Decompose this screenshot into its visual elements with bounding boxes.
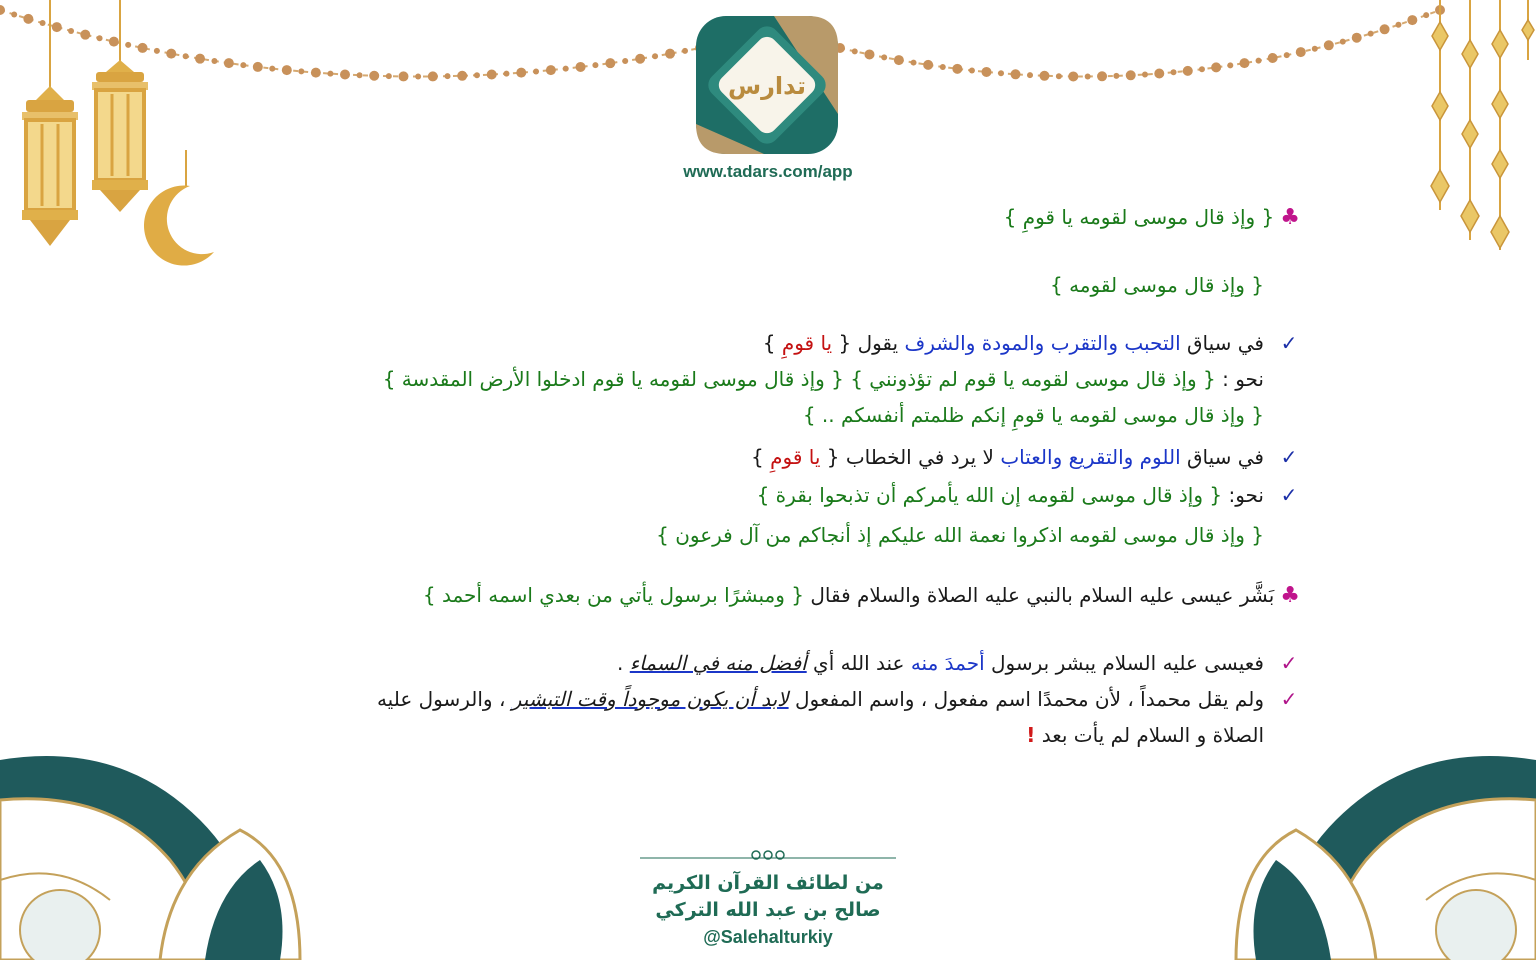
bead — [253, 62, 263, 72]
bead — [195, 54, 205, 64]
bead — [240, 62, 246, 68]
bead — [1312, 46, 1318, 52]
footer-divider-ornament — [640, 848, 896, 862]
section2-title: ♣بَشَّر عيسى عليه السلام بالنبي عليه الصلاة والسلام فقال { ومبشرًا برسول يأتي من بعدي اسمه أحمد } — [422, 583, 1300, 608]
list-item: ✓فعيسى عليه السلام يبشر برسول أحمدَ منه عند الله أي أفضل منه في السماء . — [617, 646, 1300, 680]
bead — [1423, 12, 1429, 18]
section1-subtitle: { وإذ قال موسى لقومه } — [1050, 273, 1264, 297]
tadars-logo — [694, 14, 840, 156]
bead — [1056, 73, 1062, 79]
bead-garland-right — [840, 10, 1440, 76]
bead — [1039, 71, 1049, 81]
list-item-continuation: { وإذ قال موسى لقومه يا قومِ إنكم ظلمتم أنفسكم .. } — [802, 403, 1264, 427]
bead — [369, 71, 379, 81]
list-item-continuation: نحو : { وإذ قال موسى لقومه يا قوم لم تؤذونني } { وإذ قال موسى لقومه يا قوم ادخلوا الأرض المقدسة } — [382, 367, 1264, 391]
bead — [605, 58, 615, 68]
bead — [183, 53, 189, 59]
bead — [1407, 15, 1417, 25]
footer — [620, 870, 916, 950]
bead — [415, 73, 421, 79]
bead — [1027, 72, 1033, 78]
bead — [1324, 40, 1334, 50]
bead — [457, 71, 467, 81]
bead — [1284, 52, 1290, 58]
bead — [981, 67, 991, 77]
bead-garland-left — [0, 10, 700, 76]
logo-text: تدارس — [727, 72, 807, 100]
bead — [282, 65, 292, 75]
bead — [1011, 69, 1021, 79]
footer-title: من لطائف القرآن الكريم — [652, 872, 884, 894]
bead — [998, 70, 1004, 76]
bead — [23, 14, 33, 24]
bead — [125, 42, 131, 48]
bead — [1352, 33, 1362, 43]
bead — [576, 62, 586, 72]
bead — [40, 20, 46, 26]
bead — [327, 71, 333, 77]
bead — [298, 68, 304, 74]
bead — [1211, 62, 1221, 72]
bead — [1199, 66, 1205, 72]
bead — [940, 64, 946, 70]
bead — [1239, 58, 1249, 68]
bead — [1171, 69, 1177, 75]
bead — [563, 66, 569, 72]
bead — [1368, 31, 1374, 37]
list-item: ✓ولم يقل محمداً ، لأن محمدًا اسم مفعول ، واسم المفعول لابد أن يكون موجوداً وقت التبشير ، والرسول عليه — [377, 682, 1300, 716]
crescent-moon-icon — [144, 150, 214, 266]
bead — [894, 55, 904, 65]
bead — [1097, 71, 1107, 81]
list-item: ✓نحو: { وإذ قال موسى لقومه إن الله يأمركم أن تذبحوا بقرة } — [757, 478, 1300, 512]
bead — [1142, 72, 1148, 78]
footer-handle[interactable]: @Salehalturkiy — [703, 927, 833, 947]
bead — [1113, 73, 1119, 79]
bead — [80, 30, 90, 40]
bead — [682, 48, 688, 54]
site-url[interactable]: www.tadars.com/app — [683, 162, 853, 181]
checkmark-icon: ✓ — [1280, 687, 1298, 711]
lantern-center-icon — [92, 0, 148, 212]
club-bullet-icon: ♣ — [1280, 205, 1300, 230]
flower-ornament-right-icon — [1236, 756, 1536, 960]
bead — [1268, 53, 1278, 63]
bead — [109, 37, 119, 47]
bead — [340, 70, 350, 80]
checkmark-icon: ✓ — [1280, 483, 1298, 507]
bead — [1435, 5, 1445, 15]
bead — [881, 54, 887, 60]
bead — [1340, 39, 1346, 45]
bead — [0, 5, 5, 15]
bead — [546, 65, 556, 75]
bead — [487, 70, 497, 80]
bead — [852, 48, 858, 54]
bead — [398, 71, 408, 81]
bead — [1296, 47, 1306, 57]
bead — [52, 22, 62, 32]
list-item-continuation: الصلاة و السلام لم يأت بعد ! — [1026, 723, 1264, 747]
bead — [533, 68, 539, 74]
bead — [652, 53, 658, 59]
bead — [357, 72, 363, 78]
bead — [665, 49, 675, 59]
club-bullet-icon: ♣ — [1280, 583, 1300, 608]
bead — [269, 66, 275, 72]
list-item: ✓في سياق التحبب والتقرب والمودة والشرف يقول { يا قومِ } — [763, 326, 1300, 360]
bead — [635, 54, 645, 64]
list-item: ✓في سياق اللوم والتقريع والعتاب لا يرد في الخطاب { يا قومِ } — [751, 440, 1300, 474]
bead — [154, 48, 160, 54]
bead — [68, 28, 74, 34]
bead — [11, 12, 17, 18]
bead — [516, 68, 526, 78]
bead — [503, 71, 509, 77]
bead — [864, 49, 874, 59]
footer-author: صالح بن عبد الله التركي — [655, 899, 881, 921]
bead — [592, 62, 598, 68]
bead — [166, 49, 176, 59]
bead — [1227, 62, 1233, 68]
section1-title: ♣{ وإذ قال موسى لقومه يا قومِ } — [1003, 205, 1300, 230]
checkmark-icon: ✓ — [1280, 445, 1298, 469]
hanging-diamonds-right-icon — [1431, 0, 1534, 250]
bead — [386, 73, 392, 79]
bead — [1256, 58, 1262, 64]
checkmark-icon: ✓ — [1280, 651, 1298, 675]
flower-ornament-left-icon — [0, 756, 300, 960]
bead — [1126, 70, 1136, 80]
lantern-left-icon — [22, 0, 78, 246]
bead — [1154, 68, 1164, 78]
bead — [445, 73, 451, 79]
bead — [1183, 66, 1193, 76]
bead — [952, 64, 962, 74]
bead — [923, 60, 933, 70]
bead — [969, 68, 975, 74]
bead — [1395, 22, 1401, 28]
bead — [1068, 71, 1078, 81]
checkmark-icon: ✓ — [1280, 331, 1298, 355]
bead — [474, 72, 480, 78]
bead — [138, 43, 148, 53]
bead — [428, 71, 438, 81]
bead — [911, 60, 917, 66]
bead — [1085, 73, 1091, 79]
bead — [97, 35, 103, 41]
bead — [224, 58, 234, 68]
bead — [1380, 24, 1390, 34]
bead — [211, 58, 217, 64]
bead — [622, 58, 628, 64]
list-item-continuation: { وإذ قال موسى لقومه اذكروا نعمة الله عليكم إذ أنجاكم من آل فرعون } — [656, 523, 1264, 547]
bead — [311, 68, 321, 78]
